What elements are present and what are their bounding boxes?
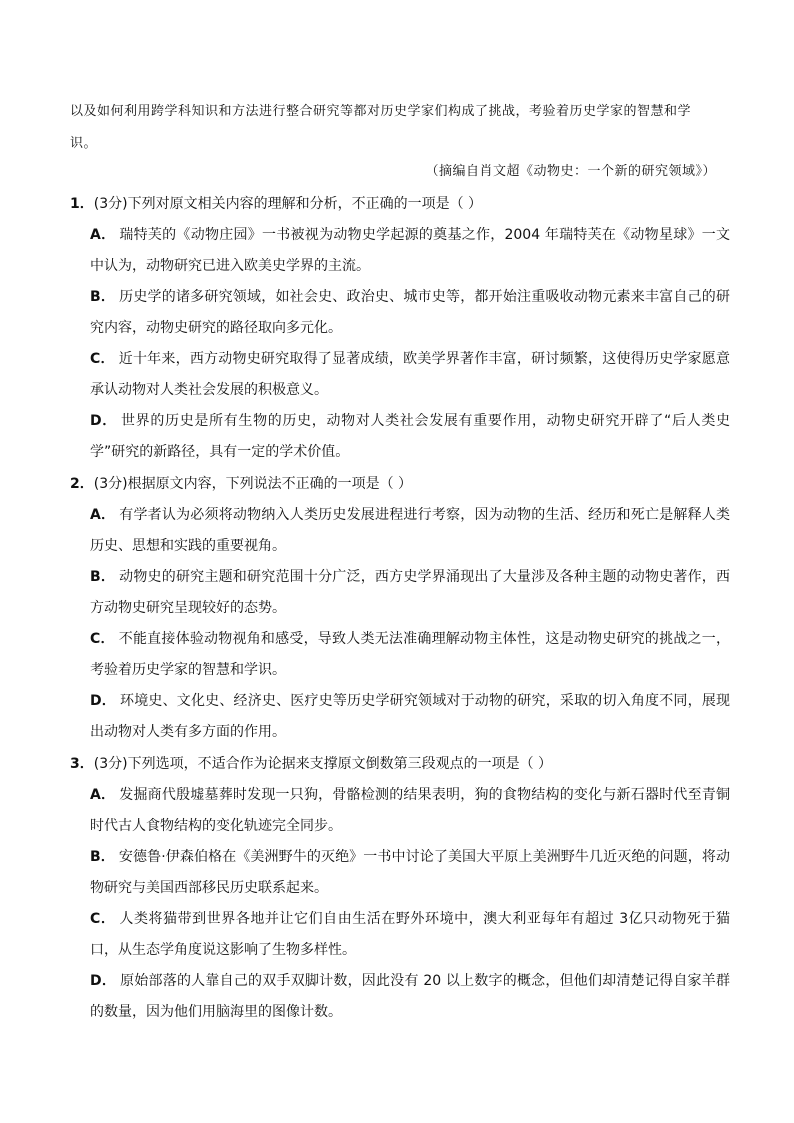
source-citation: （摘编自肖文超《动物史：一个新的研究领域》） [425, 164, 716, 179]
option-d[interactable] [90, 966, 730, 1028]
option-text: 发掘商代殷墟墓葬时发现一只狗，骨骼检测的结果表明，狗的食物结构的变化与新石器时代至青铜时代古人食物结构的变化轨迹完全同步。 [90, 787, 731, 834]
question-stem [70, 188, 730, 220]
option-letter: D． [90, 693, 117, 709]
option-text: 原始部落的人靠自己的双手双脚计数，因此没有 20 以上数字的概念，但他们却清楚记得自家羊群的数量，因为他们用脑海里的图像计数。 [90, 973, 730, 1020]
question-text: (3分)下列选项，不适合作为论据来支撑原文倒数第三段观点的一项是（ ） [93, 756, 553, 772]
option-text: 环境史、文化史、经济史、医疗史等历史学研究领域对于动物的研究，采取的切入角度不同，展现出动物对人类有多方面的作用。 [90, 693, 731, 740]
option-text: 不能直接体验动物视角和感受，导致人类无法准确理解动物主体性，这是动物史研究的挑战之一，考验着历史学家的智慧和学识。 [90, 631, 730, 678]
option-letter: C． [90, 911, 116, 927]
question-text: (3分)根据原文内容，下列说法不正确的一项是（ ） [93, 476, 413, 492]
option-text: 人类将猫带到世界各地并让它们自由生活在野外环境中，澳大利亚每年有超过 3亿只动物死于猫口，从生态学角度说这影响了生物多样性。 [90, 911, 730, 958]
option-text: 近十年来，西方动物史研究取得了显著成绩，欧美学界著作丰富，研讨频繁，这使得历史学家愿意承认动物对人类社会发展的积极意义。 [90, 351, 730, 398]
option-b[interactable] [90, 562, 730, 624]
intro-line-2: 识。 [70, 136, 98, 151]
option-text: 有学者认为必须将动物纳入人类历史发展进程进行考察，因为动物的生活、经历和死亡是解释人类历史、思想和实践的重要视角。 [90, 507, 731, 554]
question-number: 3． [70, 756, 94, 772]
option-d[interactable] [90, 406, 730, 468]
option-text: 动物史的研究主题和研究范围十分广泛，西方史学界涌现出了大量涉及各种主题的动物史著作，西方动物史研究呈现较好的态势。 [90, 569, 731, 616]
option-c[interactable] [90, 904, 730, 966]
option-a[interactable] [90, 780, 730, 842]
question-3 [70, 748, 730, 1028]
option-letter: A． [90, 507, 116, 523]
option-letter: B． [90, 849, 115, 865]
option-letter: D． [90, 413, 117, 429]
option-letter: C． [90, 631, 115, 647]
question-list [70, 188, 730, 1028]
question-stem [70, 468, 730, 500]
option-b[interactable] [90, 842, 730, 904]
option-letter: A． [90, 787, 116, 803]
option-letter: B． [90, 289, 116, 305]
option-letter: A． [90, 227, 116, 243]
option-c[interactable] [90, 344, 730, 406]
option-a[interactable] [90, 220, 730, 282]
intro-paragraph [70, 96, 730, 160]
option-letter: D． [90, 973, 117, 989]
option-text: 世界的历史是所有生物的历史，动物对人类社会发展有重要作用，动物史研究开辟了“后人类史学”研究的新路径，具有一定的学术价值。 [90, 413, 730, 460]
option-text: 瑞特芙的《动物庄园》一书被视为动物史学起源的奠基之作，2004 年瑞特芙在《动物星球》一文中认为，动物研究已进入欧美史学界的主流。 [90, 227, 731, 274]
question-text: (3分)下列对原文相关内容的理解和分析，不正确的一项是（ ） [93, 196, 483, 212]
option-letter: B． [90, 569, 116, 585]
option-b[interactable] [90, 282, 730, 344]
option-text: 历史学的诸多研究领域，如社会史、政治史、城市史等，都开始注重吸收动物元素来丰富自己的研究内容，动物史研究的路径取向多元化。 [90, 289, 731, 336]
question-1 [70, 188, 730, 468]
option-letter: C． [90, 351, 115, 367]
question-number: 2． [70, 476, 94, 492]
intro-line-1: 以及如何利用跨学科知识和方法进行整合研究等都对历史学家们构成了挑战，考验着历史学家的智慧和学 [70, 104, 692, 119]
option-a[interactable] [90, 500, 730, 562]
question-stem [70, 748, 730, 780]
option-c[interactable] [90, 624, 730, 686]
question-number: 1． [70, 196, 94, 212]
option-text: 安德鲁·伊森伯格在《美洲野牛的灭绝》一书中讨论了美国大平原上美洲野牛几近灭绝的问题，将动物研究与美国西部移民历史联系起来。 [90, 849, 730, 896]
option-d[interactable] [90, 686, 730, 748]
question-2 [70, 468, 730, 748]
